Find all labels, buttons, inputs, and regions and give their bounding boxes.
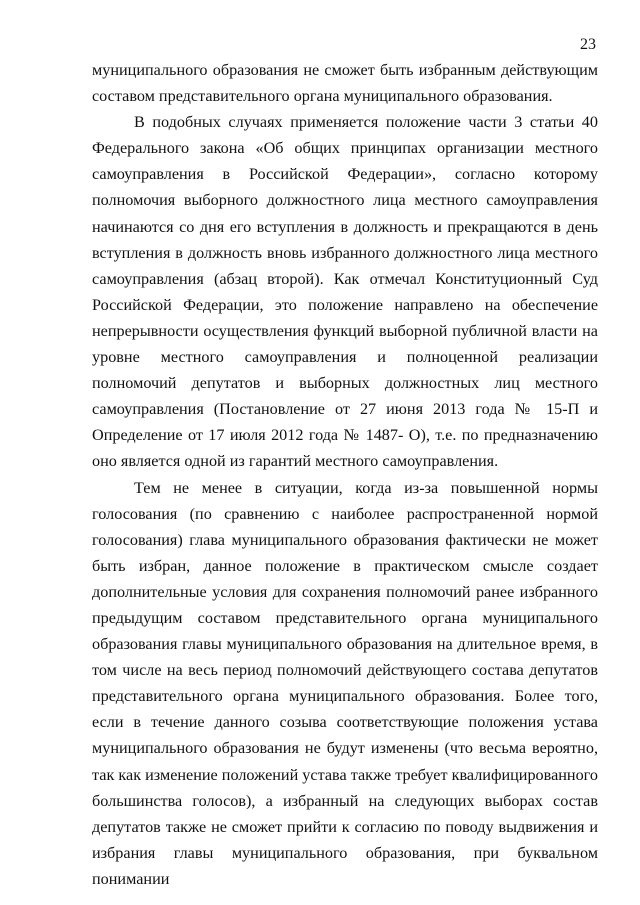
text-line: большинства голосов), а избранный на следующих выборах состав	[92, 791, 598, 810]
paragraph-1	[92, 57, 598, 109]
text-line: самоуправления и полноценной реализации полномочий депутатов и	[92, 348, 599, 393]
text-line: течение данного созыва соответствующие положения устава	[150, 713, 598, 732]
text-line: составом представительного органа муниципального образования.	[92, 87, 553, 106]
text-line: Тем не менее в ситуации, когда из-за повышенной нормы	[134, 478, 598, 497]
text-line: О), т.е. по предназначению оно является одной из гарантий местного	[92, 426, 599, 471]
text-line: дня его вступления в должность и прекращаются в день вступления в	[92, 217, 599, 262]
text-line: голосования) глава муниципального образования фактически не может	[92, 530, 598, 549]
text-line: депутатов также не сможет прийти к согласию по поводу выдвижения и	[92, 817, 598, 836]
text-line: избрания главы муниципального образования, при буквальном понимании	[92, 843, 598, 888]
text-line: муниципального образования не будут изменены (что весьма вероятно, так	[92, 739, 598, 784]
text-line: Федерации, это положение направлено на обеспечение непрерывности	[92, 295, 599, 340]
text-line: самоуправления в Российской Федерации», согласно которому полномочия	[92, 165, 598, 210]
page-number: 23	[580, 36, 596, 53]
text-line: муниципального образования не сможет быть избранным действующим	[92, 61, 598, 79]
paragraph-3	[92, 475, 598, 893]
text-line: предыдущим составом представительного органа муниципального	[92, 608, 598, 627]
text-line: как изменение положений устава также требует квалифицированного	[118, 765, 599, 784]
text-line: представительного органа муниципального образования. Более того, если в	[92, 687, 598, 732]
text-line: выборных должностных лиц местного самоуправления (Постановление от	[92, 374, 598, 419]
text-line: том числе на весь период полномочий действующего состава депутатов	[92, 661, 598, 680]
text-line: быть избран, данное положение в практическом смысле создает	[92, 556, 598, 575]
text-line: Федерального закона «Об общих принципах организации местного	[92, 139, 598, 158]
paragraph-2	[92, 109, 598, 474]
text-line: должность вновь избранного должностного лица местного самоуправления	[92, 243, 599, 288]
text-line: 27 июня 2013 года № 15-П и Определение от 17 июля 2012 года № 1487-	[92, 400, 599, 445]
document-body	[92, 57, 598, 892]
text-line: дополнительные условия для сохранения полномочий ранее избранного	[92, 582, 598, 601]
text-line: самоуправления.	[382, 452, 499, 471]
text-line: голосования (по сравнению с наиболее распространенной нормой	[92, 504, 598, 523]
text-line: (абзац второй). Как отмечал Конституционный Суд Российской	[92, 269, 598, 314]
text-line: осуществления функций выборной публичной власти на уровне местного	[92, 321, 598, 367]
text-line: В подобных случаях применяется положение части 3 статьи 40	[134, 113, 598, 132]
text-line: образования главы муниципального образования на длительное время, в	[92, 635, 598, 654]
text-line: выборного должностного лица местного самоуправления начинаются со	[92, 191, 598, 236]
